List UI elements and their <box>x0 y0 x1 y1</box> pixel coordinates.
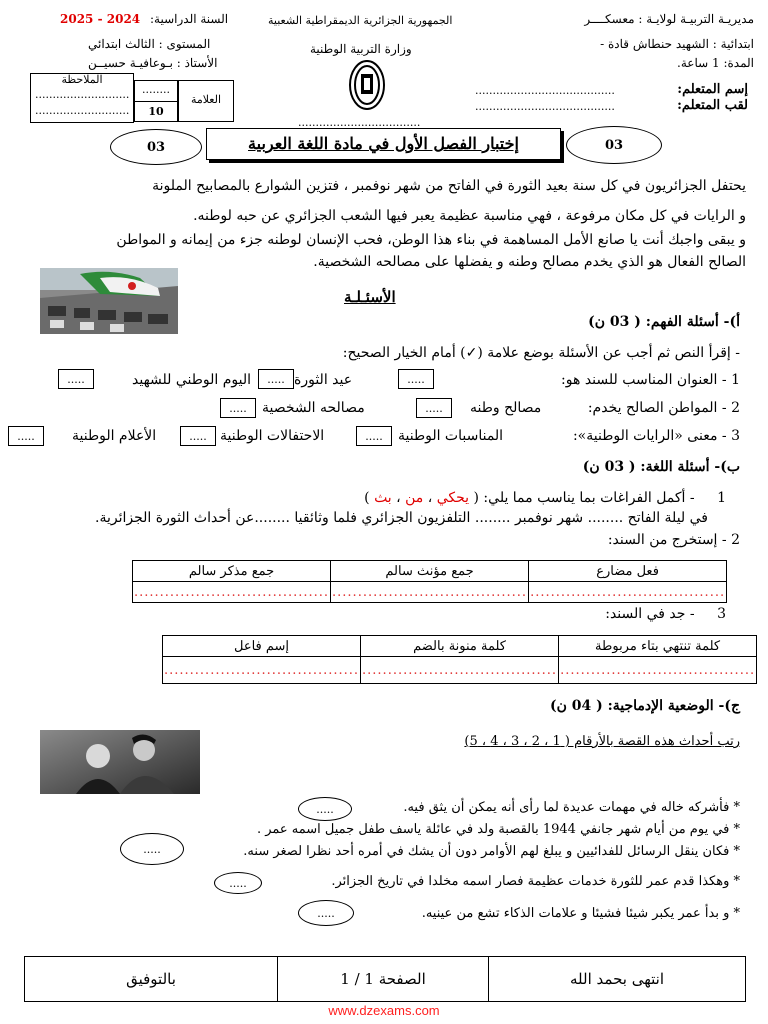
qa3-opt1-label: المناسبات الوطنية <box>398 428 504 444</box>
exam-title-box <box>206 128 561 160</box>
qb1-word-3: بث <box>374 490 392 506</box>
qa2-opt2-label: مصالحه الشخصية <box>262 400 365 416</box>
qb2-answer-1[interactable]: ...................................... <box>529 582 727 603</box>
qb3-text: - جد في السند: <box>605 606 695 622</box>
qb2-header-2: جمع مؤنث سالم <box>331 561 529 582</box>
qb1-word-2: من <box>405 490 424 506</box>
qb2-answer-2[interactable]: ...................................... <box>331 582 529 603</box>
title-dots: ................................... <box>298 116 421 129</box>
qb3-answer-3[interactable]: ...................................... <box>163 657 361 684</box>
qb1-word-1: يحكي <box>436 490 470 506</box>
duration-line: المدة: 1 ساعة. <box>677 56 754 70</box>
qb2-table <box>132 560 727 603</box>
qa1-opt3-box[interactable]: ..... <box>58 369 94 389</box>
qb2-answer-3[interactable]: ...................................... <box>133 582 331 603</box>
grade-label-cell <box>178 80 234 122</box>
qa1-opt2-label: عيد الثورة <box>294 372 353 388</box>
website-link[interactable]: www.dzexams.com <box>328 1003 440 1018</box>
parade-photo <box>40 268 178 334</box>
note-cell <box>30 73 134 123</box>
qa2-opt2-box[interactable]: ..... <box>220 398 256 418</box>
section-c-instruction: رتب أحداث هذه القصة بالأرقام ( 1 ، 2 ، 3 ، 4 ، 5) <box>464 734 740 749</box>
passage-line-4: الصالح الفعال هو الذي يخدم مصالح وطنه و يفضلها على مصالحه الشخصية. <box>313 254 746 270</box>
story-answer-5[interactable]: ..... <box>298 900 354 926</box>
passage-line-1: يحتفل الجزائريون في كل سنة بعيد الثورة في الفاتح من شهر نوفمبر ، فتزين الشوارع بالمصابيح الملونة <box>152 178 746 194</box>
qa3-text: 3 - معنى «الرايات الوطنية»: <box>572 428 740 444</box>
left-score: 03 <box>146 139 166 155</box>
qa1-opt2-box[interactable]: ..... <box>258 369 294 389</box>
level-line: المستوى : الثالث ابتدائي <box>88 37 211 51</box>
school-line: ابتدائية : الشهيد حنطاش قادة - <box>600 37 754 51</box>
qb2-header-3: جمع مذكر سالم <box>133 561 331 582</box>
footer-page: الصفحة 1 / 1 <box>277 957 488 1001</box>
story-item-1: * فأشركه خاله في مهمات عديدة لما رأى أنه يمكن أن يثق فيه. <box>403 800 740 815</box>
qa3-opt2-label: الاحتفالات الوطنية <box>220 428 325 444</box>
qb1-number: 1 <box>717 490 726 506</box>
passage-line-2: و الرايات في كل مكان مرفوعة ، فهي مناسبة عظيمة يعبر فيها الشعب الجزائري عن حبه لوطنه. <box>193 208 746 224</box>
qb3-header-2: كلمة منونة بالضم <box>361 636 559 657</box>
footer <box>24 956 746 1002</box>
exam-title: إختبار الفصل الأول في مادة اللغة العربية <box>248 134 519 153</box>
school-year-line <box>60 12 228 26</box>
qa3-opt1-box[interactable]: ..... <box>356 426 392 446</box>
qb3-header-1: كلمة تنتهي بتاء مربوطة <box>559 636 757 657</box>
section-a-label: أ)- أسئلة الفهم: ( 03 ن) <box>588 314 740 330</box>
note-dots-2[interactable]: ........................... <box>35 104 130 117</box>
qa3-opt2-box[interactable]: ..... <box>180 426 216 446</box>
qb3-answer-2[interactable]: ...................................... <box>361 657 559 684</box>
right-score: 03 <box>604 137 624 153</box>
grade-label: العلامة <box>190 93 222 106</box>
student-name-label: إسم المتعلم: <box>677 82 748 97</box>
grade-total: 10 <box>148 105 164 118</box>
school-year-label: السنة الدراسية: <box>149 12 229 26</box>
qb2-header-1: فعل مضارع <box>529 561 727 582</box>
story-item-5: * و بدأ عمر يكبر شيئا فشيئا و علامات الذكاء تشع من عينيه. <box>421 906 740 921</box>
qb1-text: - أكمل الفراغات بما يناسب مما يلي: ( <box>473 490 695 506</box>
story-item-4: * وهكذا قدم عمر للثورة خدمات عظيمة فصار اسمه مخلدا في تاريخ الجزائر. <box>331 874 740 889</box>
qb2-text: 2 - إستخرج من السند: <box>607 532 740 548</box>
passage-line-3: و يبقى واجبك أنت يا صانع الأمل المساهمة في بناء هذا الوطن، فحب الإنسان لوطنه جزء من إيمانه و المواطن <box>116 232 746 248</box>
directorate-line: مديريـة التربيـة لولايـة : معسكــــر <box>584 12 754 26</box>
qa3-opt3-box[interactable]: ..... <box>8 426 44 446</box>
story-photo <box>40 730 200 794</box>
footer-left: بالتوفيق <box>126 970 176 988</box>
qa1-opt1-box[interactable]: ..... <box>398 369 434 389</box>
note-label: الملاحظة <box>61 73 103 86</box>
story-answer-4[interactable]: ..... <box>214 872 262 894</box>
republic-line: الجمهورية الجزائرية الديمقراطية الشعبية <box>268 14 453 27</box>
qa3-opt3-label: الأعلام الوطنية <box>72 428 157 444</box>
student-name-field[interactable]: ........................................ <box>475 84 615 97</box>
note-dots-1[interactable]: ........................... <box>35 88 130 101</box>
story-item-2: * في يوم من أيام شهر جانفي 1944 بالقصبة ولد في عائلة ياسف طفل جميل اسمه عمر . <box>256 822 740 837</box>
qa1-text: 1 - العنوان المناسب للسند هو: <box>561 372 740 388</box>
grade-value-cell <box>134 80 178 122</box>
qa2-opt1-label: مصالح وطنه <box>470 400 542 416</box>
footer-right: انتهى بحمد الله <box>488 957 745 1001</box>
right-score-ellipse <box>566 126 662 164</box>
qb1-line: 1 - أكمل الفراغات بما يناسب مما يلي: ( يحكي ، من ، بث ) <box>364 490 726 506</box>
qb3-answer-1[interactable]: ...................................... <box>559 657 757 684</box>
student-surname-label: لقب المتعلم: <box>677 98 748 113</box>
questions-heading: الأسئـلـة <box>344 288 396 306</box>
qb3-number: 3 <box>717 606 726 622</box>
qb3-line <box>605 606 726 622</box>
qa2-opt1-box[interactable]: ..... <box>416 398 452 418</box>
school-year-value: 2024 - 2025 <box>60 12 141 26</box>
left-score-ellipse <box>110 129 202 165</box>
ministry-emblem-icon <box>347 58 387 112</box>
teacher-line: الأستاذ : بـوعافيـة حسيــن <box>88 56 218 70</box>
qa1-opt3-label: اليوم الوطني للشهيد <box>132 372 252 388</box>
qb3-table <box>162 635 757 684</box>
student-surname-field[interactable]: ........................................ <box>475 100 615 113</box>
grade-dots[interactable]: ........ <box>142 83 170 96</box>
ministry-line: وزارة التربية الوطنية <box>310 42 412 56</box>
story-answer-3[interactable]: ..... <box>120 833 184 865</box>
section-b-label: ب)- أسئلة اللغة: ( 03 ن) <box>582 459 740 475</box>
section-c-label: ج)- الوضعية الإدماجية: ( 04 ن) <box>549 698 740 714</box>
qb3-header-3: إسم فاعل <box>163 636 361 657</box>
story-item-3: * فكان ينقل الرسائل للفدائيين و يبلغ لهم الأوامر دون أن يشك في أمره أحد نظرا لصغر سنه. <box>243 844 740 859</box>
qb1-sentence: في ليلة الفاتح ........ شهر نوفمبر ........ التلفزيون الجزائري فلما وثائقيا ........عن أحداث الثورة الجزائرية. <box>95 510 708 526</box>
story-answer-1[interactable]: ..... <box>298 797 352 821</box>
qa2-text: 2 - المواطن الصالح يخدم: <box>587 400 740 416</box>
section-a-instruction: - إقرأ النص ثم أجب عن الأسئلة بوضع علامة (✓) أمام الخيار الصحيح: <box>342 345 740 361</box>
